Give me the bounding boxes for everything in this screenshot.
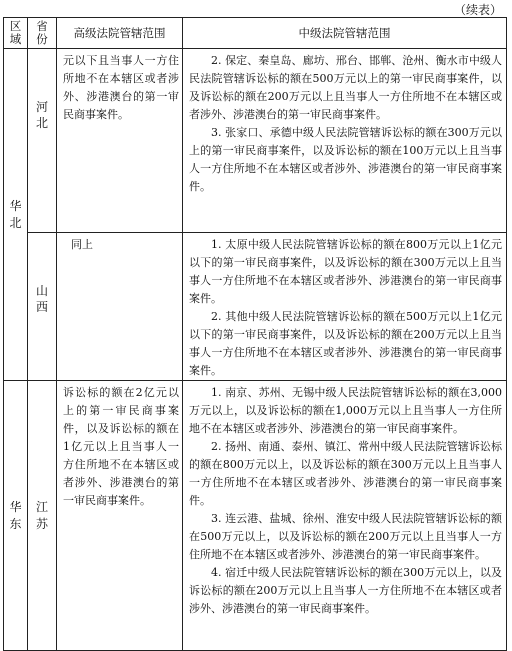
table-header-row [4, 18, 507, 49]
high-court-cell: 同上 [57, 233, 183, 381]
region-cell-huadong: 华东 [4, 381, 28, 651]
mid-court-cell: 2. 保定、秦皇岛、廊坊、邢台、邯郸、沧州、衡水市中级人民法院管辖诉讼标的额在500万元以上的第一审民商事案件，以及诉讼标的额在200万元以上且当事人一方住所地不在本辖区或者涉外、涉港澳台的第一审民商事案件。 3. 张家口、承德中级人民法院管辖诉讼标的额在300万元以上的第一审民商事案件，以及诉讼标的额在100万元以上且当事人一方住所地不在本辖区或者涉外、涉港澳台的第一审民商事案件。 [183, 49, 507, 233]
header-region: 区域 [4, 18, 28, 49]
header-high-court: 高级法院管辖范围 [57, 18, 183, 49]
table-row [4, 233, 507, 381]
region-cell-huabei: 华北 [4, 49, 28, 381]
table-row [4, 381, 507, 651]
mid-court-cell: 1. 南京、苏州、无锡中级人民法院管辖诉讼标的额在3,000万元以上，以及诉讼标的额在1,000万元以上且当事人一方住所地不在本辖区或者涉外、涉港澳台的第一审民商事案件。 2. 扬州、南通、泰州、镇江、常州中级人民法院管辖诉讼标的额在800万元以上，以及诉讼标的额在300万元以上且当事人一方住所地不在本辖区或者涉外、涉港澳台的第一审民商事案件。 3. 连云港、盐城、徐州、淮安中级人民法院管辖诉讼标的额在500万元以上，以及诉讼标的额在200万元以上且当事人一方住所地不在本辖区或者涉外、涉港澳台的第一审民商事案件。 4. 宿迁中级人民法院管辖诉讼标的额在300万元以上，以及诉讼标的额在200万元以上且当事人一方住所地不在本辖区或者涉外、涉港澳台的第一审民商事案件。 [183, 381, 507, 651]
header-mid-court: 中级法院管辖范围 [183, 18, 507, 49]
high-court-cell: 元以下且当事人一方住所地不在本辖区或者涉外、涉港澳台的第一审民商事案件。 [57, 49, 183, 233]
province-cell-jiangsu: 江苏 [28, 381, 57, 651]
mid-court-cell: 1. 太原中级人民法院管辖诉讼标的额在800万元以上1亿元以下的第一审民商事案件，以及诉讼标的额在300万元以上且当事人一方住所地不在本辖区或者涉外、涉港澳台的第一审民商事案件。 2. 其他中级人民法院管辖诉讼标的额在500万元以上1亿元以下的第一审民商事案件，以及诉讼标的额在200万元以上且当事人一方住所地不在本辖区或者涉外、涉港澳台的第一审民商事案件。 [183, 233, 507, 381]
continued-label: （续表） [453, 3, 502, 17]
high-court-cell: 诉讼标的额在2亿元以上的第一审民商事案件，以及诉讼标的额在1亿元以上且当事人一方住所地不在本辖区或者涉外、涉港澳台的第一审民商事案件。 [57, 381, 183, 651]
court-jurisdiction-table [3, 17, 507, 651]
header-province: 省份 [28, 18, 57, 49]
province-cell-hebei: 河北 [28, 49, 57, 233]
province-cell-shanxi: 山西 [28, 233, 57, 381]
table-row [4, 49, 507, 233]
